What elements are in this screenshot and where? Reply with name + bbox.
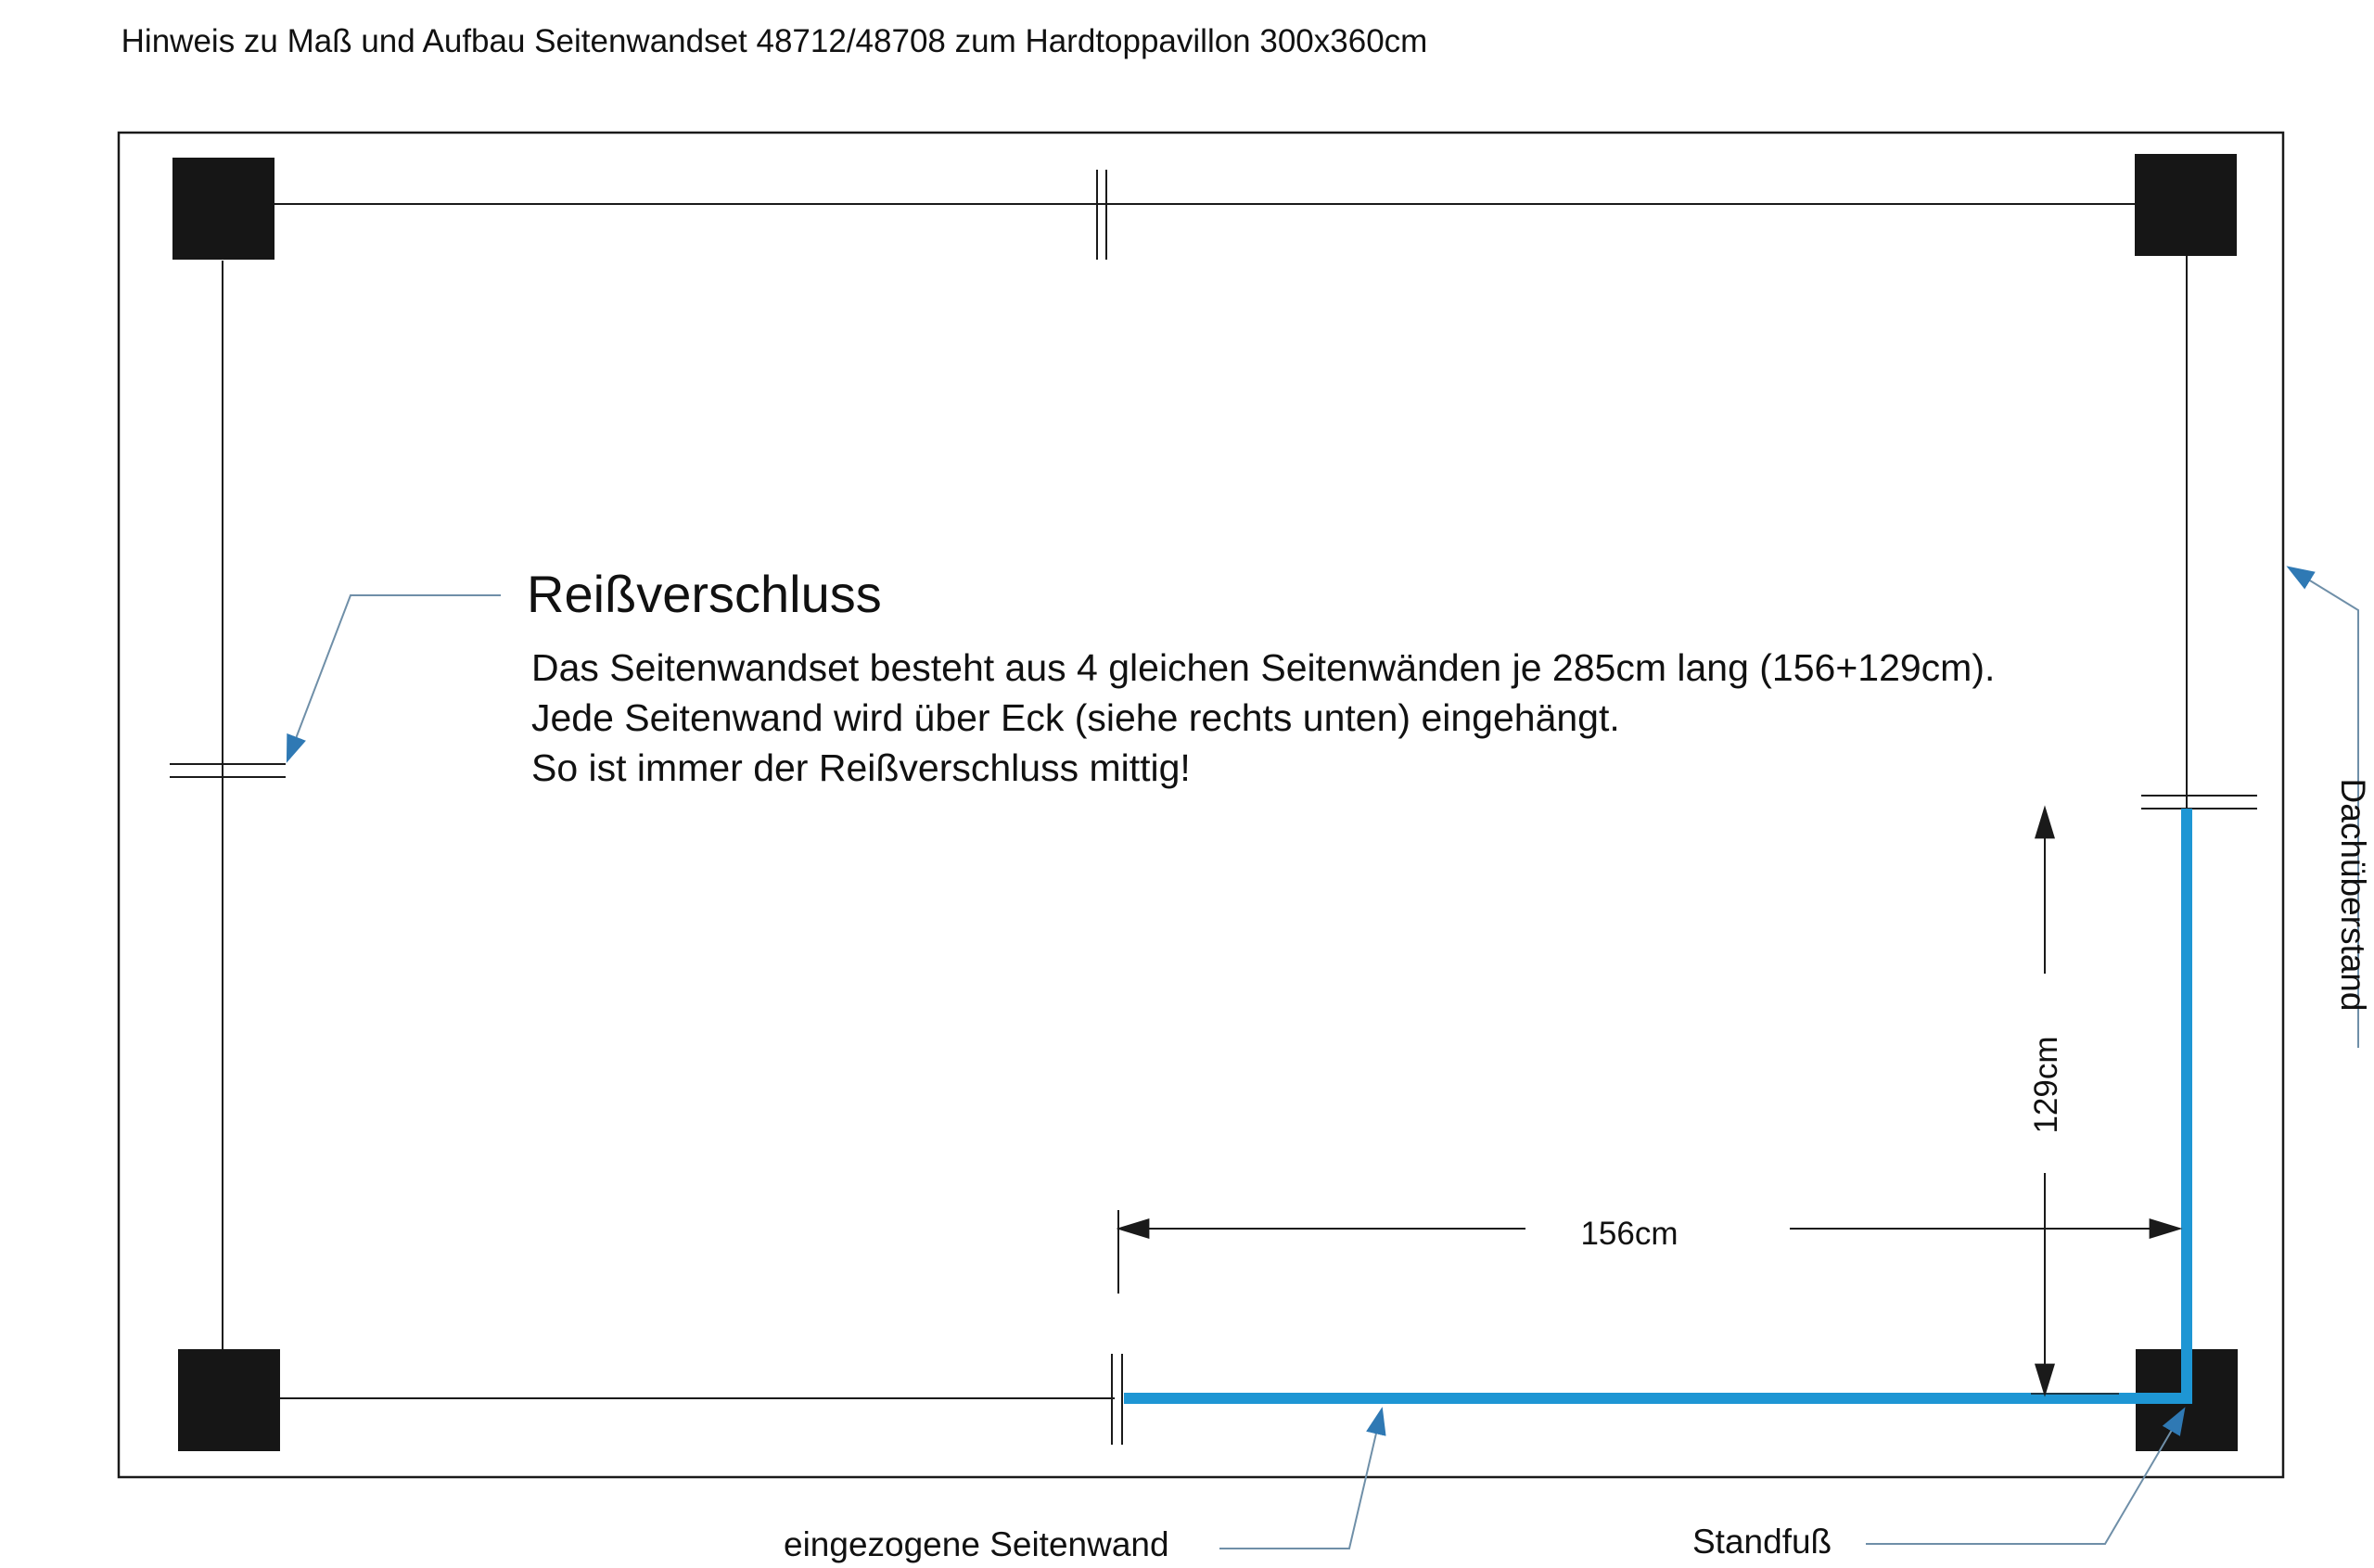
- zipper-note-line-2: Jede Seitenwand wird über Eck (siehe rechts unten) eingehängt.: [531, 696, 1620, 739]
- corner-post-top-left: [172, 158, 274, 260]
- side-wall-callout-line: [1219, 1409, 1382, 1549]
- dimension-156-label: 156cm: [1580, 1216, 1678, 1252]
- corner-post-bottom-left: [178, 1349, 280, 1451]
- zipper-mark-left: [170, 764, 286, 777]
- roof-overhang-label: Dachüberstand: [2334, 778, 2372, 1012]
- roof-outline: [119, 133, 2283, 1477]
- dimension-129-label: 129cm: [2028, 1036, 2064, 1134]
- page-title: Hinweis zu Maß und Aufbau Seitenwandset 48712/48708 zum Hardtoppavillon 300x360cm: [121, 23, 1428, 59]
- zipper-note-line-3: So ist immer der Reißverschluss mittig!: [531, 746, 1191, 789]
- zipper-mark-right: [2141, 796, 2257, 809]
- zipper-heading: Reißverschluss: [527, 565, 882, 623]
- side-wall-label: eingezogene Seitenwand: [784, 1525, 1169, 1563]
- zipper-mark-top: [1097, 170, 1106, 260]
- zipper-callout-line: [287, 595, 501, 760]
- zipper-note-line-1: Das Seitenwandset besteht aus 4 gleichen Seitenwänden je 285cm lang (156+129cm).: [531, 646, 1996, 689]
- corner-post-top-right: [2135, 154, 2237, 256]
- foot-label: Standfuß: [1692, 1523, 1832, 1561]
